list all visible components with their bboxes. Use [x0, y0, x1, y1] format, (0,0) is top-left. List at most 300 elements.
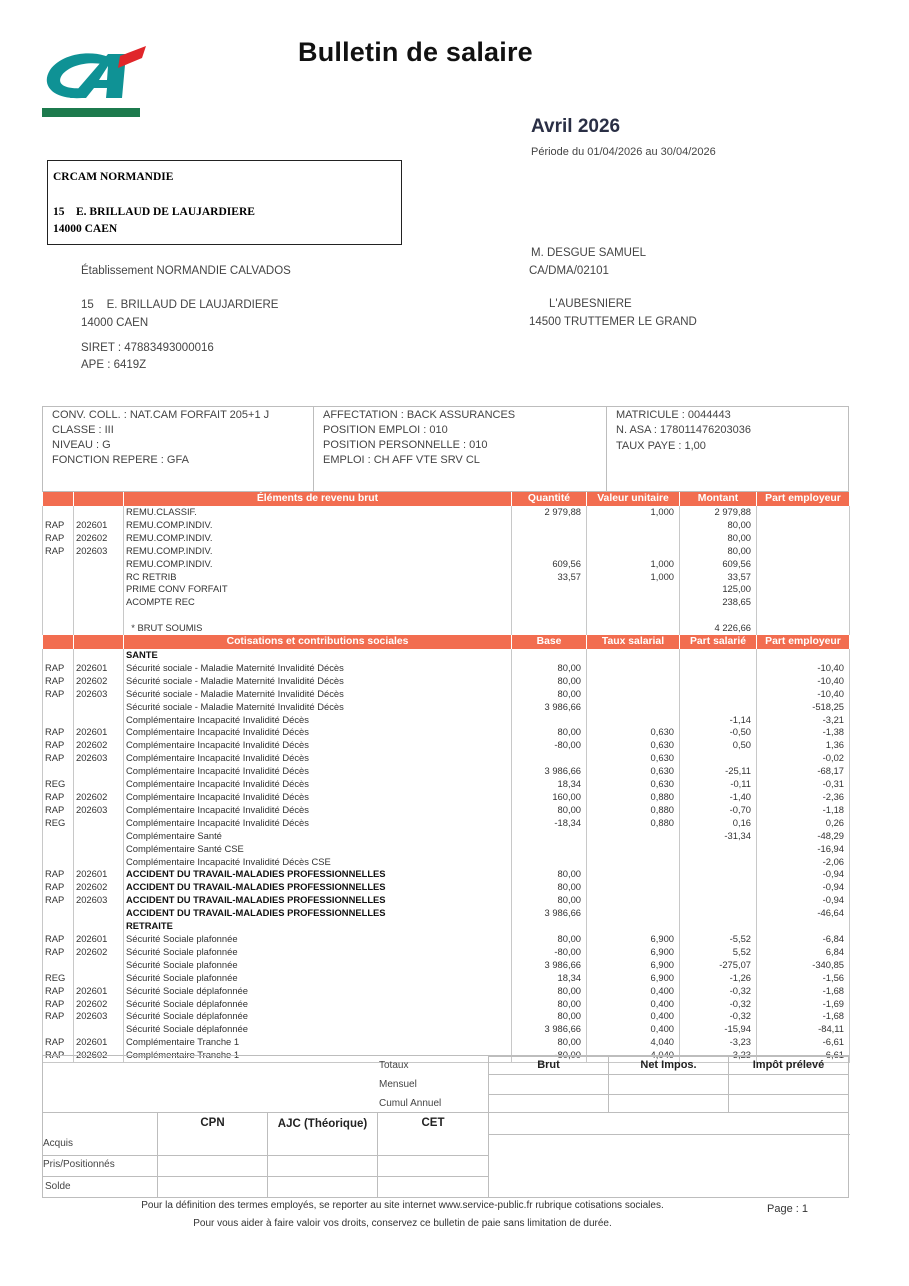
cell-label: REMU.COMP.INDIV. [124, 545, 512, 558]
contribution-row [43, 868, 850, 881]
cell-label: Sécurité Sociale déplafonnée [124, 998, 512, 1011]
cell-col-4 [512, 596, 587, 609]
contribution-row [43, 881, 850, 894]
cell-col-6 [680, 856, 757, 869]
cell-col-6: 5,52 [680, 946, 757, 959]
contribution-row [43, 778, 850, 791]
contribution-row [43, 972, 850, 985]
cell-col-7 [757, 920, 850, 933]
cell-period-ref [74, 701, 124, 714]
cell-period-ref: 202601 [74, 985, 124, 998]
cell-period-ref: 202602 [74, 532, 124, 545]
revenue-row [43, 532, 850, 545]
header-blank [74, 635, 124, 649]
cell-col-6: -25,11 [680, 765, 757, 778]
revenue-row [43, 596, 850, 609]
cell-col-6: 80,00 [680, 545, 757, 558]
cell-period-ref [74, 596, 124, 609]
cell-code: RAP [43, 1049, 74, 1062]
cell-col-4: 3 986,66 [512, 701, 587, 714]
cell-label: Complémentaire Santé [124, 830, 512, 843]
header-amount: Montant [680, 492, 757, 506]
cell-col-5 [587, 675, 680, 688]
cell-label: REMU.COMP.INDIV. [124, 532, 512, 545]
cell-col-6 [680, 881, 757, 894]
cell-code [43, 506, 74, 519]
cell-col-6: 33,57 [680, 571, 757, 584]
cell-code: RAP [43, 688, 74, 701]
cell-col-5 [587, 596, 680, 609]
siret: SIRET : 47883493000016 [81, 342, 214, 354]
cell-col-7: -48,29 [757, 830, 850, 843]
cell-col-4: 2 979,88 [512, 506, 587, 519]
cell-col-5 [587, 622, 680, 635]
cell-col-4: 3 986,66 [512, 765, 587, 778]
cell-col-6: -1,14 [680, 714, 757, 727]
cell-col-6: 125,00 [680, 583, 757, 596]
cell-col-7: 6,61 [757, 1049, 850, 1062]
cell-label: * BRUT SOUMIS [124, 622, 512, 635]
emploi: EMPLOI : CH AFF VTE SRV CL [323, 454, 480, 466]
cell-col-5: 0,630 [587, 765, 680, 778]
cell-label: REMU.COMP.INDIV. [124, 519, 512, 532]
payslip-table [42, 492, 850, 1063]
cell-code: RAP [43, 998, 74, 1011]
cell-label: Complémentaire Santé CSE [124, 843, 512, 856]
revenue-row [43, 571, 850, 584]
cell-code [43, 714, 74, 727]
cell-label: Sécurité Sociale plafonnée [124, 959, 512, 972]
contribution-row [43, 907, 850, 920]
contribution-row [43, 675, 850, 688]
contrib_rows-header-row [43, 635, 850, 649]
cell-col-5: 0,630 [587, 726, 680, 739]
cell-label: Sécurité sociale - Maladie Maternité Invalidité Décès [124, 662, 512, 675]
cell-col-5 [587, 545, 680, 558]
cell-col-4 [512, 622, 587, 635]
contribution-row [43, 959, 850, 972]
cell-period-ref [74, 817, 124, 830]
cell-code: RAP [43, 946, 74, 959]
cell-code [43, 571, 74, 584]
pay-period: Période du 01/04/2026 au 30/04/2026 [531, 146, 716, 158]
cell-code [43, 920, 74, 933]
cell-col-7: -10,40 [757, 688, 850, 701]
header-label: Cotisations et contributions sociales [124, 635, 512, 649]
cell-col-5 [587, 688, 680, 701]
cell-col-5: 6,900 [587, 972, 680, 985]
cell-label: Sécurité sociale - Maladie Maternité Invalidité Décès [124, 701, 512, 714]
cell-period-ref: 202601 [74, 933, 124, 946]
cell-code: RAP [43, 804, 74, 817]
cell-col-5 [587, 843, 680, 856]
cell-col-7 [757, 545, 850, 558]
cell-code: RAP [43, 894, 74, 907]
cell-label: Sécurité Sociale plafonnée [124, 946, 512, 959]
cell-col-7 [757, 622, 850, 635]
position-emploi: POSITION EMPLOI : 010 [323, 424, 448, 436]
cell-col-5: 6,900 [587, 933, 680, 946]
contribution-row [43, 1010, 850, 1023]
matricule: MATRICULE : 0044443 [616, 409, 731, 421]
cell-col-4: 80,00 [512, 998, 587, 1011]
cell-col-7: -10,40 [757, 675, 850, 688]
cell-col-4 [512, 649, 587, 662]
cell-code [43, 830, 74, 843]
cell-col-6 [680, 894, 757, 907]
cell-label: RETRAITE [124, 920, 512, 933]
cell-col-5: 4,040 [587, 1049, 680, 1062]
header-base: Base [512, 635, 587, 649]
cell-period-ref [74, 778, 124, 791]
revenue-row [43, 519, 850, 532]
cell-col-6: -0,32 [680, 1010, 757, 1023]
cell-period-ref: 202603 [74, 804, 124, 817]
ape-code: APE : 6419Z [81, 359, 147, 371]
cell-col-6: 80,00 [680, 532, 757, 545]
cell-col-4: 3 986,66 [512, 1023, 587, 1036]
footer-retention-note: Pour vous aider à faire valoir vos droits, conservez ce bulletin de paie sans limitation de durée. [193, 1218, 612, 1229]
cell-col-5: 1,000 [587, 558, 680, 571]
cell-col-7: -1,68 [757, 1010, 850, 1023]
cell-code: RAP [43, 868, 74, 881]
cell-code: RAP [43, 1036, 74, 1049]
cell-period-ref: 202602 [74, 881, 124, 894]
cell-code [43, 558, 74, 571]
cell-col-4: 80,00 [512, 804, 587, 817]
impot-annual [728, 1094, 849, 1113]
cell-col-6 [680, 649, 757, 662]
cell-col-7: -0,02 [757, 752, 850, 765]
contribution-row [43, 739, 850, 752]
acquis-label: Acquis [43, 1138, 74, 1149]
cell-code [43, 701, 74, 714]
cell-col-4 [512, 532, 587, 545]
totals-label: Totaux [379, 1060, 409, 1071]
cell-col-5 [587, 856, 680, 869]
cell-col-4: 80,00 [512, 675, 587, 688]
cell-col-7: -10,40 [757, 662, 850, 675]
cell-label: Complémentaire Tranche 1 [124, 1036, 512, 1049]
cell-col-5: 0,400 [587, 1010, 680, 1023]
cell-col-6: -0,32 [680, 985, 757, 998]
net-impos-monthly [608, 1074, 729, 1095]
cell-col-5: 0,630 [587, 778, 680, 791]
contribution-row [43, 649, 850, 662]
header-employer: Part employeur [757, 635, 850, 649]
cell-col-4: 3 986,66 [512, 959, 587, 972]
cell-label: ACCIDENT DU TRAVAIL-MALADIES PROFESSIONNELLES [124, 881, 512, 894]
cell-col-7: -68,17 [757, 765, 850, 778]
cell-col-5: 0,880 [587, 817, 680, 830]
cell-period-ref: 202601 [74, 662, 124, 675]
revenue-row [43, 506, 850, 519]
cell-col-7 [757, 532, 850, 545]
cell-period-ref: 202602 [74, 946, 124, 959]
cell-col-5 [587, 868, 680, 881]
employee-address-1: L'AUBESNIERE [549, 298, 632, 310]
contract-info-grid [42, 406, 849, 492]
cell-col-4: 80,00 [512, 662, 587, 675]
cell-label: PRIME CONV FORFAIT [124, 583, 512, 596]
cell-label: ACOMPTE REC [124, 596, 512, 609]
contribution-row [43, 894, 850, 907]
cell-code: RAP [43, 532, 74, 545]
cell-col-6 [680, 688, 757, 701]
cell-label: Complémentaire Incapacité Invalidité Décès [124, 817, 512, 830]
cell-col-5 [587, 532, 680, 545]
cell-col-4: -80,00 [512, 739, 587, 752]
cell-code: RAP [43, 662, 74, 675]
monthly-label: Mensuel [379, 1079, 417, 1090]
cell-col-7: -46,64 [757, 907, 850, 920]
header-unit: Valeur unitaire [587, 492, 680, 506]
cell-col-5 [587, 662, 680, 675]
cell-col-5 [587, 894, 680, 907]
cell-col-4 [512, 583, 587, 596]
cell-col-6: -31,34 [680, 830, 757, 843]
cell-col-7: -1,56 [757, 972, 850, 985]
revenue-row [43, 583, 850, 596]
cell-col-6: -15,94 [680, 1023, 757, 1036]
cell-code: RAP [43, 739, 74, 752]
header-blank [74, 492, 124, 506]
cell-period-ref [74, 571, 124, 584]
cell-col-4: 80,00 [512, 894, 587, 907]
cell-period-ref: 202602 [74, 739, 124, 752]
establishment-address-2: 14000 CAEN [81, 317, 149, 329]
cell-code [43, 649, 74, 662]
cell-period-ref [74, 558, 124, 571]
footer-definition-note: Pour la définition des termes employés, se reporter au site internet www.service-public.fr rubrique cotisations sociales. [141, 1200, 664, 1211]
employee-address-2: 14500 TRUTTEMER LE GRAND [529, 316, 697, 328]
taux-paye: TAUX PAYE : 1,00 [616, 440, 706, 452]
revenue_rows-header-row [43, 492, 850, 506]
cell-period-ref [74, 972, 124, 985]
cell-label: Sécurité Sociale déplafonnée [124, 1010, 512, 1023]
cell-period-ref [74, 583, 124, 596]
cell-col-4: 80,00 [512, 1036, 587, 1049]
cell-label: ACCIDENT DU TRAVAIL-MALADIES PROFESSIONNELLES [124, 894, 512, 907]
cell-col-6 [680, 609, 757, 622]
contribution-row [43, 985, 850, 998]
cell-period-ref: 202601 [74, 519, 124, 532]
cell-code [43, 596, 74, 609]
cell-col-6: -3,23 [680, 1036, 757, 1049]
revenue-row [43, 545, 850, 558]
cell-period-ref [74, 920, 124, 933]
cell-col-4: 80,00 [512, 726, 587, 739]
solde-label: Solde [45, 1181, 71, 1192]
net-impos-header: Net Impos. [608, 1056, 729, 1075]
contribution-row [43, 752, 850, 765]
cell-col-4: 18,34 [512, 972, 587, 985]
cell-col-5: 0,630 [587, 739, 680, 752]
cell-period-ref: 202603 [74, 752, 124, 765]
cell-col-5: 0,400 [587, 998, 680, 1011]
cell-col-4: 33,57 [512, 571, 587, 584]
cell-label: Sécurité Sociale déplafonnée [124, 985, 512, 998]
header-rate: Taux salarial [587, 635, 680, 649]
cell-label: Sécurité Sociale plafonnée [124, 933, 512, 946]
annual-label: Cumul Annuel [379, 1098, 442, 1109]
cell-period-ref: 202602 [74, 1049, 124, 1062]
cell-code: RAP [43, 519, 74, 532]
header-blank [43, 635, 74, 649]
cell-col-7: 6,84 [757, 946, 850, 959]
cell-code: REG [43, 972, 74, 985]
cell-col-5: 1,000 [587, 571, 680, 584]
cell-col-5 [587, 583, 680, 596]
contribution-row [43, 791, 850, 804]
cell-col-6 [680, 868, 757, 881]
cell-col-4: 80,00 [512, 1010, 587, 1023]
header-employer: Part employeur [757, 492, 850, 506]
cell-label: RC RETRIB [124, 571, 512, 584]
cet-header: CET [421, 1117, 445, 1129]
cell-label: Complémentaire Incapacité Invalidité Décès [124, 714, 512, 727]
cell-col-7 [757, 583, 850, 596]
pris-label: Pris/Positionnés [43, 1159, 115, 1170]
employer-box [47, 160, 402, 245]
cell-label: REMU.COMP.INDIV. [124, 558, 512, 571]
cell-col-6 [680, 843, 757, 856]
cell-col-7: -1,18 [757, 804, 850, 817]
cell-label: SANTE [124, 649, 512, 662]
contribution-row [43, 804, 850, 817]
cell-col-7: -0,94 [757, 894, 850, 907]
cell-col-4: 80,00 [512, 881, 587, 894]
cell-col-7: -2,36 [757, 791, 850, 804]
cell-label: Sécurité sociale - Maladie Maternité Invalidité Décès [124, 675, 512, 688]
cell-col-6: 80,00 [680, 519, 757, 532]
header-blank [43, 492, 74, 506]
cell-col-7: -84,11 [757, 1023, 850, 1036]
cell-col-4: 80,00 [512, 868, 587, 881]
cell-code [43, 1023, 74, 1036]
contribution-row [43, 830, 850, 843]
cell-period-ref: 202603 [74, 688, 124, 701]
cell-col-6: -0,50 [680, 726, 757, 739]
cell-col-6 [680, 920, 757, 933]
cell-code [43, 765, 74, 778]
document-title: Bulletin de salaire [298, 37, 533, 67]
cell-col-4 [512, 830, 587, 843]
cell-col-5: 4,040 [587, 1036, 680, 1049]
pay-month: Avril 2026 [531, 116, 621, 137]
contribution-row [43, 714, 850, 727]
cell-col-7: 1,36 [757, 739, 850, 752]
cell-period-ref [74, 506, 124, 519]
cell-period-ref: 202603 [74, 894, 124, 907]
cell-col-4 [512, 545, 587, 558]
affectation: AFFECTATION : BACK ASSURANCES [323, 409, 516, 421]
cpn-header: CPN [200, 1117, 225, 1129]
cell-col-7 [757, 609, 850, 622]
cell-col-4: 80,00 [512, 688, 587, 701]
employer-name: CRCAM NORMANDIE [53, 171, 174, 183]
cell-label: Complémentaire Incapacité Invalidité Décès [124, 765, 512, 778]
cell-col-6: 4 226,66 [680, 622, 757, 635]
niveau: NIVEAU : G [52, 439, 111, 451]
cell-period-ref [74, 907, 124, 920]
cell-period-ref [74, 959, 124, 972]
cell-col-4 [512, 714, 587, 727]
cell-code: RAP [43, 752, 74, 765]
cell-label: Complémentaire Incapacité Invalidité Décès [124, 739, 512, 752]
cell-col-7: -340,85 [757, 959, 850, 972]
credit-agricole-logo [42, 44, 148, 120]
cell-period-ref: 202601 [74, 1036, 124, 1049]
cell-col-4 [512, 920, 587, 933]
contribution-row [43, 843, 850, 856]
cell-col-6: -1,40 [680, 791, 757, 804]
header-employee: Part salarié [680, 635, 757, 649]
net-impos-annual [608, 1094, 729, 1113]
cell-col-6 [680, 662, 757, 675]
cell-code: RAP [43, 881, 74, 894]
cell-col-5 [587, 920, 680, 933]
cell-col-6: 3,23 [680, 1049, 757, 1062]
cell-label: ACCIDENT DU TRAVAIL-MALADIES PROFESSIONNELLES [124, 868, 512, 881]
fonction-repere: FONCTION REPERE : GFA [52, 454, 189, 466]
cell-col-4: 609,56 [512, 558, 587, 571]
cell-col-5: 1,000 [587, 506, 680, 519]
cell-col-4: 160,00 [512, 791, 587, 804]
impot-preleve-header: Impôt prélevé [728, 1056, 849, 1075]
ajc-header: AJC (Théorique) [277, 1118, 368, 1130]
employee-name: M. DESGUE SAMUEL [531, 247, 647, 259]
establishment-name: Établissement NORMANDIE CALVADOS [81, 265, 291, 277]
contribution-row [43, 920, 850, 933]
revenue-row [43, 622, 850, 635]
cell-col-6: -5,52 [680, 933, 757, 946]
contribution-row [43, 726, 850, 739]
cell-col-7: -0,31 [757, 778, 850, 791]
cell-period-ref [74, 843, 124, 856]
n-asa: N. ASA : 178011476203036 [616, 424, 751, 436]
cell-label: Complémentaire Incapacité Invalidité Décès CSE [124, 856, 512, 869]
cell-col-5: 0,400 [587, 1023, 680, 1036]
header-qty: Quantité [512, 492, 587, 506]
cell-label: Sécurité sociale - Maladie Maternité Invalidité Décès [124, 688, 512, 701]
cell-col-5 [587, 701, 680, 714]
cell-col-6: -0,11 [680, 778, 757, 791]
cell-col-4: 18,34 [512, 778, 587, 791]
contribution-row [43, 998, 850, 1011]
cell-col-5 [587, 881, 680, 894]
cell-col-4: -80,00 [512, 946, 587, 959]
cell-col-4: 80,00 [512, 933, 587, 946]
cell-label: Complémentaire Incapacité Invalidité Décès [124, 804, 512, 817]
cell-period-ref: 202602 [74, 998, 124, 1011]
cell-period-ref: 202602 [74, 791, 124, 804]
cell-code [43, 622, 74, 635]
cell-col-7: -1,68 [757, 985, 850, 998]
brut-header: Brut [488, 1056, 609, 1075]
cell-period-ref [74, 649, 124, 662]
cell-period-ref: 202601 [74, 868, 124, 881]
contribution-row [43, 765, 850, 778]
revenue-row [43, 558, 850, 571]
cell-label: Complémentaire Incapacité Invalidité Décès [124, 778, 512, 791]
cell-col-7: 0,26 [757, 817, 850, 830]
cell-col-6: 238,65 [680, 596, 757, 609]
cell-period-ref [74, 856, 124, 869]
cell-col-7: -1,69 [757, 998, 850, 1011]
cell-col-5: 6,900 [587, 946, 680, 959]
cell-code: RAP [43, 545, 74, 558]
